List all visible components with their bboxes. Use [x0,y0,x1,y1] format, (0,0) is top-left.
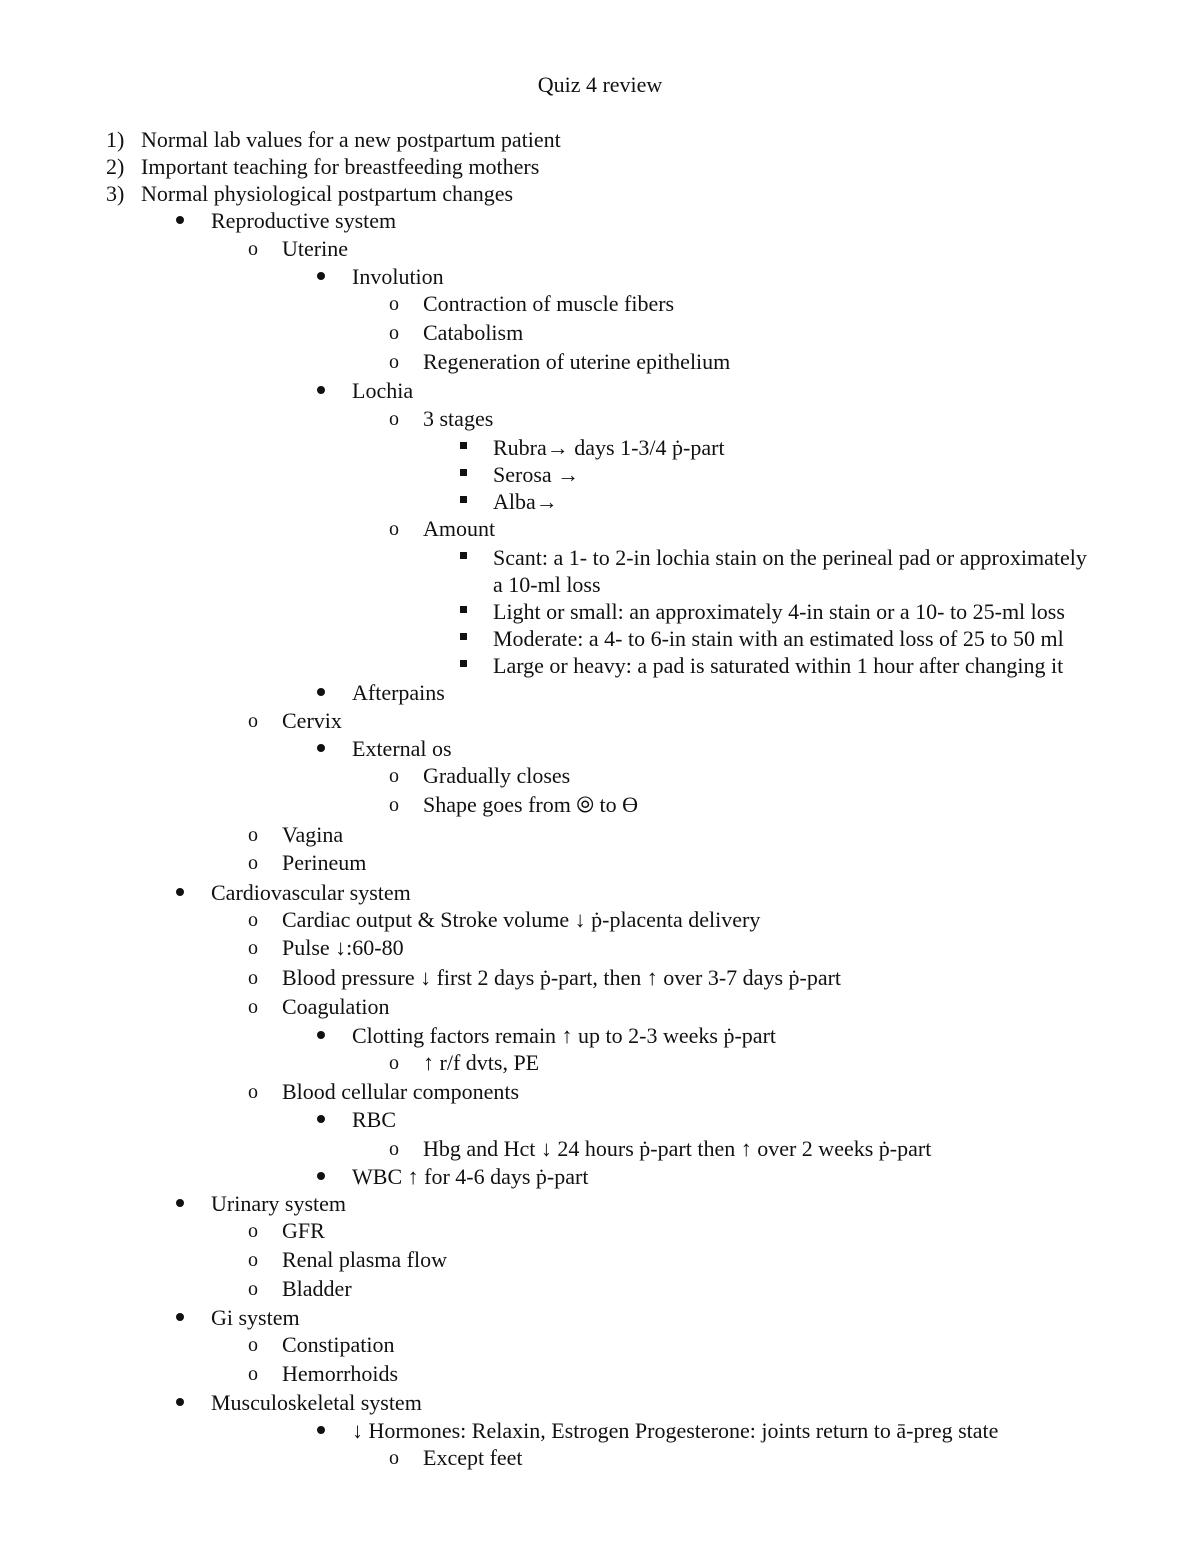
list-item: Reproductive system [211,208,397,233]
list-item: Vagina [282,822,344,847]
bullet-circle-icon: o [248,1363,258,1385]
list-item: Normal lab values for a new postpartum patient [141,127,561,152]
list-item: Blood pressure ↓ first 2 days ṗ-part, then ↑ over 3-7 days ṗ-part [282,965,842,990]
list-item: Afterpains [352,680,445,705]
list-item: External os [352,736,452,761]
bullet-circle-icon: o [248,996,258,1018]
bullet-circle-icon: o [389,1138,399,1160]
bullet-square-icon [460,442,467,449]
list-item: Normal physiological postpartum changes [141,181,514,206]
bullet-circle-icon: o [248,238,258,260]
bullet-circle-icon: o [248,852,258,874]
list-item: Except feet [423,1445,523,1470]
list-item: Cardiac output & Stroke volume ↓ ṗ-placenta delivery [282,907,761,932]
bullet-circle-icon: o [248,1081,258,1103]
bullet-circle-icon: o [248,967,258,989]
list-item: Catabolism [423,320,524,345]
list-item: Hbg and Hct ↓ 24 hours ṗ-part then ↑ over 2 weeks ṗ-part [423,1136,932,1161]
list-item: Scant: a 1- to 2-in lochia stain on the perineal pad or approximately [493,545,1087,570]
bullet-circle-icon: o [389,408,399,430]
bullet-dot-icon [317,688,325,696]
list-item: Coagulation [282,994,390,1019]
bullet-dot-icon [317,1426,325,1434]
bullet-circle-icon: o [248,1334,258,1356]
bullet-square-icon [460,633,467,640]
bullet-circle-icon: o [248,1278,258,1300]
list-item: Cardiovascular system [211,880,411,905]
bullet-dot-icon [317,744,325,752]
number-marker: 2) [106,154,125,179]
list-item: Large or heavy: a pad is saturated within 1 hour after changing it [493,653,1064,678]
list-item: Renal plasma flow [282,1247,447,1272]
bullet-circle-icon: o [389,518,399,540]
bullet-square-icon [460,660,467,667]
list-item: ↓ Hormones: Relaxin, Estrogen Progesterone: joints return to ā-preg state [352,1418,999,1443]
list-item: Light or small: an approximately 4-in stain or a 10- to 25-ml loss [493,599,1065,624]
bullet-dot-icon [176,888,184,896]
list-item: Gi system [211,1305,300,1330]
list-item: Perineum [282,850,367,875]
bullet-circle-icon: o [389,794,399,816]
bullet-circle-icon: o [248,824,258,846]
bullet-circle-icon: o [248,1249,258,1271]
number-marker: 3) [106,181,125,206]
list-item: Clotting factors remain ↑ up to 2-3 weeks ṗ-part [352,1023,777,1048]
bullet-dot-icon [317,272,325,280]
bullet-square-icon [460,552,467,559]
list-item: WBC ↑ for 4-6 days ṗ-part [352,1164,589,1189]
list-item: Constipation [282,1332,395,1357]
list-item: Alba→ [493,489,558,514]
bullet-circle-icon: o [248,1220,258,1242]
list-item: Lochia [352,378,414,403]
bullet-dot-icon [176,1398,184,1406]
bullet-circle-icon: o [248,937,258,959]
number-marker: 1) [106,127,125,152]
list-item: Regeneration of uterine epithelium [423,349,731,374]
list-item: Amount [423,516,496,541]
bullet-circle-icon: o [389,765,399,787]
bullet-dot-icon [317,1115,325,1123]
list-item: Gradually closes [423,763,571,788]
bullet-circle-icon: o [389,1447,399,1469]
bullet-dot-icon [317,386,325,394]
bullet-circle-icon: o [389,1052,399,1074]
bullet-dot-icon [176,216,184,224]
list-item: Blood cellular components [282,1079,520,1104]
bullet-dot-icon [317,1172,325,1180]
list-item: Contraction of muscle fibers [423,291,675,316]
bullet-square-icon [460,606,467,613]
list-item: Serosa → [493,462,580,487]
list-item: Important teaching for breastfeeding mothers [141,154,540,179]
list-item: Involution [352,264,444,289]
list-item: Moderate: a 4- to 6-in stain with an estimated loss of 25 to 50 ml [493,626,1064,651]
list-item: Uterine [282,236,348,261]
list-item: Hemorrhoids [282,1361,399,1386]
list-item: Rubra→ days 1-3/4 ṗ-part [493,435,725,460]
list-item: Urinary system [211,1191,347,1216]
list-item: GFR [282,1218,325,1243]
bullet-square-icon [460,469,467,476]
list-item: ↑ r/f dvts, PE [423,1050,540,1075]
bullet-circle-icon: o [389,322,399,344]
list-item-continuation: a 10-ml loss [493,572,601,597]
list-item: 3 stages [423,406,494,431]
list-item: RBC [352,1107,397,1132]
bullet-circle-icon: o [248,710,258,732]
bullet-dot-icon [317,1031,325,1039]
bullet-square-icon [460,496,467,503]
list-item: Musculoskeletal system [211,1390,422,1415]
bullet-circle-icon: o [389,293,399,315]
list-item: Pulse ↓:60-80 [282,935,404,960]
document-title: Quiz 4 review [537,72,663,97]
bullet-circle-icon: o [248,909,258,931]
bullet-dot-icon [176,1313,184,1321]
bullet-dot-icon [176,1199,184,1207]
list-item: Bladder [282,1276,352,1301]
list-item: Cervix [282,708,342,733]
bullet-circle-icon: o [389,351,399,373]
list-item: Shape goes from ⦾ to ϴ [423,792,638,817]
